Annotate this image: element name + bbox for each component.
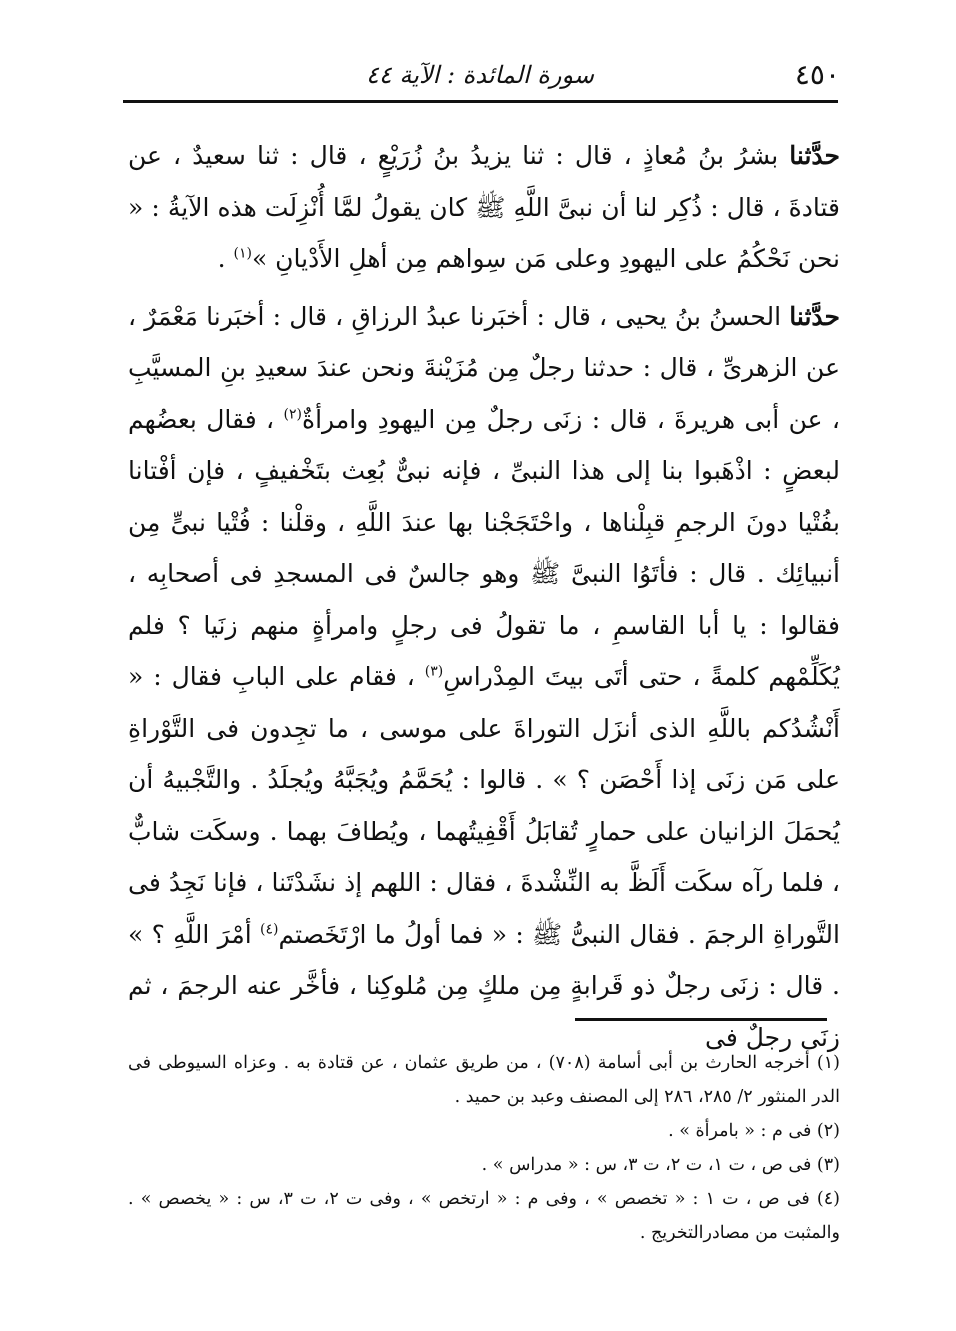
- footnote-3: (٣) فى ص ، ت ١، ت ٢، ت ٣، س : « مدراس » .: [481, 1155, 840, 1175]
- paragraph-text: أمْرَ اللَّهِ ؟ » . قال : زنَى رجلٌ ذو قَرابةٍ مِن ملكٍ مِن مُلوكِنا ، فأخَّر عنه الرجمَ ، ثم زنَى رجلٌ فى: [128, 919, 840, 1052]
- footnote-ref-1: (١): [233, 245, 252, 262]
- footnote-ref-3: (٣): [424, 663, 444, 680]
- footnote-rule: [575, 1018, 827, 1021]
- header-rule: [123, 100, 838, 103]
- page-number: ٤٥٠: [794, 58, 840, 91]
- paragraph-2: [128, 291, 840, 1064]
- footnote-4: (٤) فى ص ، ت ١ : « تخصص » ، وفى م : « ارتخص » ، وفى ت ٢، ت ٣، س : « يخصص » . والمثبت من مصادرالتخريج .: [128, 1189, 840, 1243]
- paragraph-text: ، فقال بعضُهم لبعضٍ : اذْهَبوا بنا إلى هذا النبىِّ ، فإنه نبىٌّ بُعِث بتَخْفيفٍ ، فإن أفْتانا بفُتْيا دونَ الرجمِ قبِلْناها ، واحْتَجَجْنا بها عندَ اللَّهِ ، وقلْنا : فُتْيا نبىٍّ مِن أنبيائِك . قال : فأتَوُا النبىَّ ﷺ وهو جالسٌ فى المسجدِ فى أصحابِه ، فقالوا : يا أبا القاسمِ ، ما تقولُ فى رجلٍ وامرأةٍ منهم زنَيا ؟ فلم يُكَلِّمْهم كلمةً ، حتى أتَى بيتَ المِدْراسِ: [128, 404, 840, 691]
- footnote-ref-4: (٤): [260, 921, 279, 938]
- running-title: سورة المائدة : الآية ٤٤: [366, 61, 594, 89]
- paragraph-tail: .: [217, 244, 234, 273]
- footnotes: [128, 1046, 840, 1250]
- paragraph-lead: حدَّثنا: [789, 301, 840, 331]
- footnote-2: (٢) فى م : « بامرأة » .: [668, 1121, 840, 1141]
- main-text: [128, 130, 840, 1063]
- paragraph-text: ، فقام على البابِ فقال : « أَنْشُدُكم باللَّهِ الذى أنزَل التوراةَ على موسى ، ما تجِدون فى التَّوْراةِ على مَن زنَى إذا أَحْصَن ؟ » . قالوا : يُحَمَّمُ ويُجَبَّهُ ويُجلَدُ . والتَّجْبيهُ أن يُحمَلَ الزانيان على حمارٍ تُقابَلُ أَقْفِيتُهما ، ويُطافَ بهما . وسكَت شابٌّ ، فلما رآه سكَت أَلَظَّ به النِّشْدةَ ، فقال : اللهم إذ نشَدْتَنا ، فإنا نَجِدُ فى التَّوراةِ الرجمَ . فقال النبىُّ ﷺ : « فما أولُ ما ارْتَخَصتم: [128, 662, 840, 949]
- paragraph-1: [128, 130, 840, 285]
- page-header: [120, 52, 840, 98]
- footnote-1: (١) أخرجه الحارث بن أبى أسامة (٧٠٨) ، من طريق عثمان ، عن قتادة به . وعزاه السيوطى فى الدر المنثور ٢/ ٢٨٥، ٢٨٦ إلى المصنف وعبد بن حميد .: [128, 1053, 840, 1107]
- footnote-ref-2: (٢): [283, 406, 303, 423]
- paragraph-lead: حدَّثنا: [789, 141, 840, 170]
- paragraph-text: الحسنُ بنُ يحيى ، قال : أخبَرنا عبدُ الرزاقِ ، قال : أخبَرنا مَعْمَرٌ ، عن الزهرىِّ ، قال : حدثنا رجلٌ مِن مُزَيْنةَ ونحن عندَ سعيدِ بنِ المسيَّبِ ، عن أبى هريرةَ ، قال : زنَى رجلٌ مِن اليهودِ وامرأةٌ: [128, 301, 840, 434]
- paragraph-text: بشرُ بنُ مُعاذٍ ، قال : ثنا يزيدُ بنُ زُرَيْعٍ ، قال : ثنا سعيدٌ ، عن قتادةَ ، قال : ذُكِر لنا أن نبىَّ اللَّهِ ﷺ كان يقولُ لمَّا أُنْزِلَت هذه الآيةُ : « نحن نَحْكُمُ على اليهودِ وعلى مَن سِواهم مِن أهلِ الأَدْيانِ »: [128, 141, 841, 273]
